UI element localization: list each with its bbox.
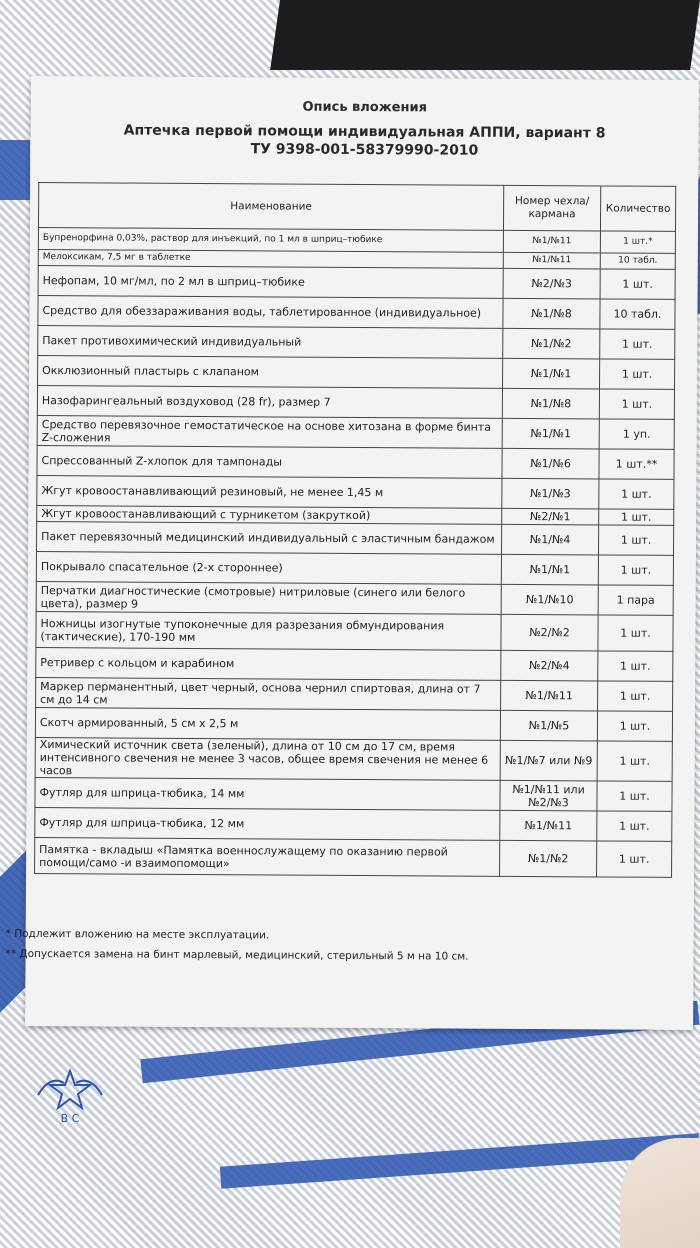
star-emblem-icon [30, 1065, 110, 1125]
cell-pocket: №1/№3 [502, 478, 599, 509]
footnote-2: ** Допускается замена на бинт марлевый, медицинский, стерильный 5 м на 10 см. [5, 947, 469, 963]
header-qty: Количество [600, 186, 675, 231]
cell-name: Средство для обеззараживания воды, таблетированное (индивидуальное) [38, 296, 503, 329]
cell-qty: 1 шт. [597, 841, 672, 877]
emblem-text: В С [60, 1112, 80, 1125]
table-row [35, 778, 672, 812]
cell-pocket: №1/№2 [503, 328, 600, 359]
cell-qty: 1 шт. [597, 781, 672, 811]
cell-pocket: №1/№11 [500, 810, 597, 841]
cell-pocket: №1/№10 [501, 584, 598, 615]
cell-name: Ножницы изогнутые тупоконечные для разрезания обмундирования (тактические), 170-190 мм [36, 612, 501, 651]
table-header-row [38, 183, 675, 232]
table-row [37, 416, 674, 450]
cell-qty: 1 шт. [600, 329, 675, 359]
fabric-stripe [0, 140, 30, 200]
cell-qty: 1 шт. [598, 681, 673, 711]
cell-qty: 1 шт. [598, 525, 673, 555]
cell-name: Средство перевязочное гемостатическое на основе хитозана в форме бинта Z-сложения [37, 416, 502, 449]
header-name: Наименование [38, 183, 503, 231]
header-pocket: Номер чехла/кармана [503, 185, 600, 231]
cell-qty: 1 шт. [599, 509, 674, 525]
cell-name: Скотч армированный, 5 см х 2,5 м [35, 708, 500, 741]
footnotes [5, 924, 468, 967]
inventory-sheet [5, 76, 699, 1030]
cell-pocket: №1/№8 [503, 298, 600, 329]
table-row [35, 738, 672, 782]
table-row [36, 582, 673, 616]
cell-name: Мелоксикам, 7,5 мг в таблетке [38, 250, 503, 269]
table-row [37, 476, 674, 510]
cell-name: Ретривер с кольцом и карабином [36, 648, 501, 681]
cell-qty: 1 шт. [597, 811, 672, 841]
table-row [35, 838, 672, 878]
footnote-1: * Подлежит вложению на месте эксплуатации. [5, 927, 270, 942]
cell-pocket: №1/№1 [502, 418, 599, 449]
table-row [36, 552, 673, 586]
dark-background-corner [270, 0, 700, 70]
table-row [38, 296, 675, 330]
cell-qty: 1 шт. [600, 359, 675, 389]
cell-pocket: №1/№6 [502, 448, 599, 479]
document-subtitle: Аптечка первой помощи индивидуальная АППИ, вариант 8 [123, 122, 606, 142]
cell-pocket: №1/№2 [500, 840, 597, 877]
cell-pocket: №1/№11 [501, 680, 598, 711]
cell-name: Бупренорфина 0,03%, раствор для инъекций, по 1 мл в шприц–тюбике [38, 228, 503, 253]
table-row [37, 446, 674, 480]
cell-pocket: №1/№1 [501, 554, 598, 585]
cell-name: Маркер перманентный, цвет черный, основа чернил спиртовая, длина от 7 см до 14 см [36, 678, 501, 711]
table-row [36, 612, 673, 652]
cell-qty: 1 шт. [598, 651, 673, 681]
inventory-table [34, 182, 676, 878]
cell-qty: 1 шт. [598, 615, 673, 651]
table-body [35, 228, 676, 878]
cell-name: Памятка - вкладыш «Памятка военнослужащему по оказанию первой помощи/само -и взаимопомощи» [35, 838, 500, 877]
table-row [35, 708, 672, 742]
cell-pocket: №1/№4 [501, 524, 598, 555]
cell-qty: 1 шт.** [599, 449, 674, 479]
cell-name: Футляр для шприца-тюбика, 12 мм [35, 808, 500, 841]
cell-name: Футляр для шприца-тюбика, 14 мм [35, 778, 500, 811]
document-spec: ТУ 9398-001-58379990-2010 [250, 141, 479, 159]
cell-qty: 1 шт. [597, 741, 672, 781]
document-title: Опись вложения [302, 99, 428, 116]
cell-qty: 1 шт. [598, 555, 673, 585]
cell-name: Перчатки диагностические (смотровые) нитриловые (синего или белого цвета), размер 9 [36, 582, 501, 615]
table-row [38, 356, 675, 390]
table-row [36, 678, 673, 712]
cell-pocket: №1/№11 или №2/№3 [500, 780, 597, 811]
cell-pocket: №2/№4 [501, 650, 598, 681]
cell-pocket: №1/№5 [500, 710, 597, 741]
cell-qty: 1 шт. [599, 389, 674, 419]
cell-pocket: №1/№11 [503, 230, 600, 253]
table-row [35, 808, 672, 842]
cell-pocket: №2/№2 [501, 614, 598, 651]
cell-qty: 10 табл. [600, 253, 675, 269]
cell-name: Пакет перевязочный медицинский индивидуальный с эластичным бандажом [37, 522, 502, 555]
table-row [37, 386, 674, 420]
table-row [36, 648, 673, 682]
cell-name: Химический источник света (зеленый), длина от 10 см до 17 см, время интенсивного свечения не менее 3 часов, общее время свечения не менее 6 часов [35, 738, 500, 781]
cell-pocket: №1/№11 [503, 252, 600, 269]
cell-qty: 1 шт.* [600, 231, 675, 253]
cell-name: Жгут кровоостанавливающий резиновый, не менее 1,45 м [37, 476, 502, 509]
table-row [38, 266, 675, 300]
table-row [38, 326, 675, 360]
cell-qty: 10 табл. [600, 299, 675, 329]
cell-pocket: №1/№7 или №9 [500, 740, 597, 781]
cell-pocket: №2/№3 [503, 268, 600, 299]
cell-name: Окклюзионный пластырь с клапаном [38, 356, 503, 389]
table-row [37, 522, 674, 556]
cell-qty: 1 шт. [599, 479, 674, 509]
cell-name: Назофарингеальный воздуховод (28 fr), размер 7 [37, 386, 502, 419]
cell-name: Пакет противохимический индивидуальный [38, 326, 503, 359]
cell-name: Спрессованный Z-хлопок для тампонады [37, 446, 502, 479]
cell-name: Покрывало спасательное (2-х стороннее) [36, 552, 501, 585]
cell-name: Нефопам, 10 мг/мл, по 2 мл в шприц–тюбике [38, 266, 503, 299]
cell-pocket: №1/№1 [503, 358, 600, 389]
cell-qty: 1 пара [598, 585, 673, 615]
cell-qty: 1 шт. [600, 269, 675, 299]
cell-pocket: №2/№1 [502, 508, 599, 525]
cell-qty: 1 уп. [599, 419, 674, 449]
cell-pocket: №1/№8 [502, 388, 599, 419]
cell-qty: 1 шт. [597, 711, 672, 741]
cell-name: Жгут кровоостанавливающий с турникетом (закруткой) [37, 506, 502, 525]
